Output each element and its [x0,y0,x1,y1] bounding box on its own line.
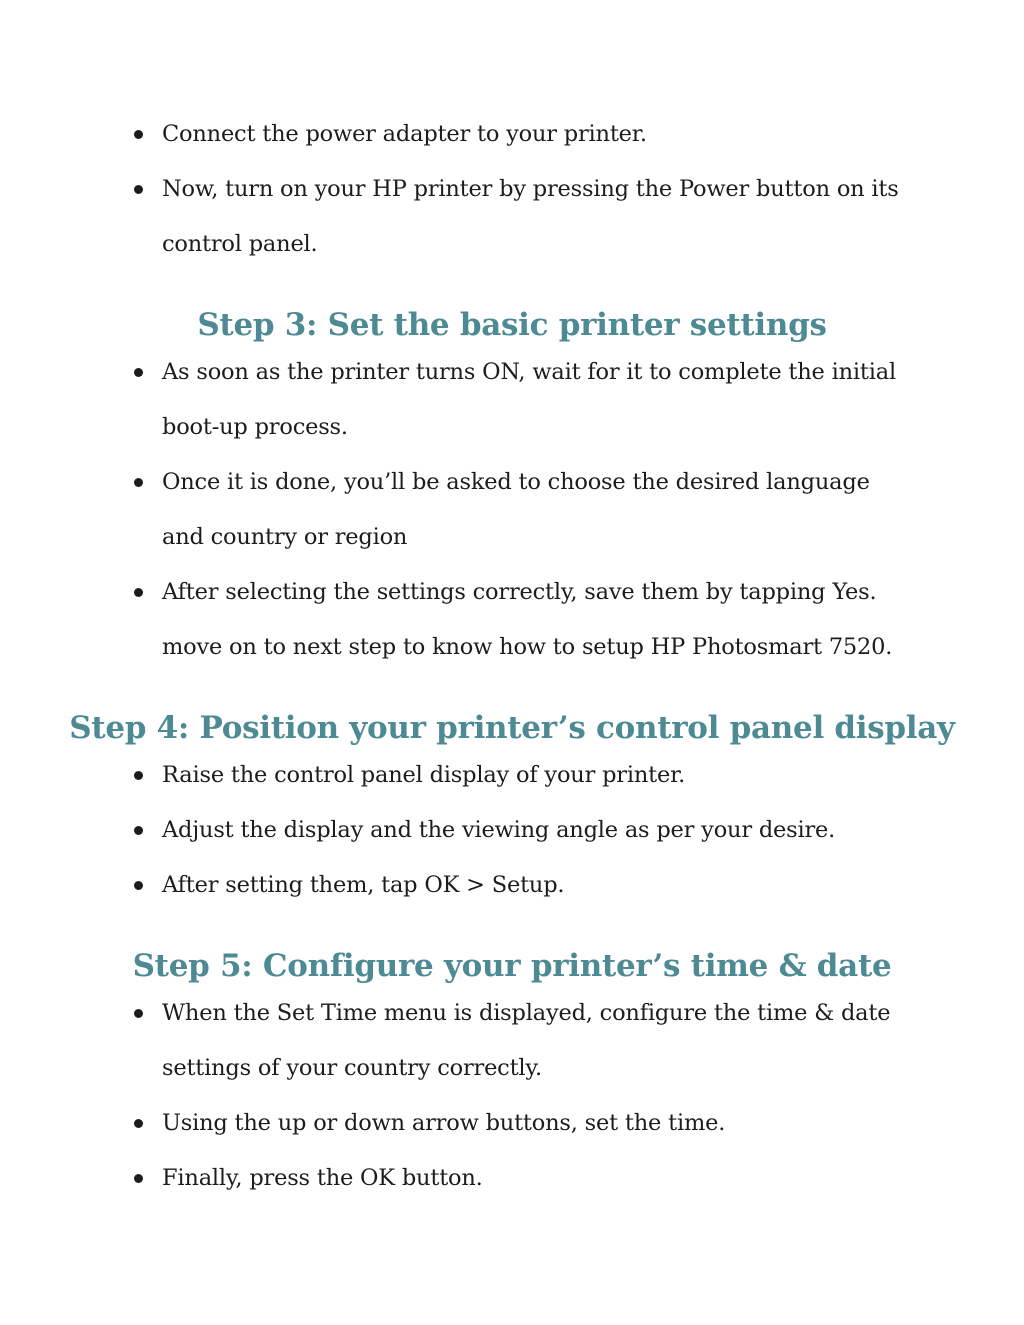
step-3-bullet-list [128,345,918,675]
list-item-text: Adjust the display and the viewing angle as per your desire. [162,817,836,843]
bullet-icon [134,1174,143,1183]
list-item [128,1096,918,1151]
step-5-heading: Step 5: Configure your printer’s time & date [132,948,892,984]
list-item-text: After selecting the settings correctly, save them by tapping Yes. move on to next step to know how to setup HP Photosmart 7520. [162,579,893,660]
bullet-icon [134,1119,143,1128]
step-3-heading: Step 3: Set the basic printer settings [197,307,827,343]
list-item [128,1151,918,1206]
bullet-icon [134,588,143,597]
list-item-text: Connect the power adapter to your printer. [162,121,647,147]
list-item [128,565,918,675]
bullet-icon [134,478,143,487]
list-item-text: Finally, press the OK button. [162,1165,483,1191]
list-item-text: As soon as the printer turns ON, wait for it to complete the initial boot-up process. [162,359,896,440]
list-item-text: After setting them, tap OK > Setup. [162,872,565,898]
list-item [128,162,918,272]
bullet-icon [134,185,143,194]
bullet-icon [134,368,143,377]
bullet-icon [134,826,143,835]
list-item-text: Once it is done, you’ll be asked to choose the desired language and country or region [162,469,870,550]
list-item-text: Raise the control panel display of your printer. [162,762,686,788]
list-item [128,748,918,803]
list-item [128,803,918,858]
step-5-bullet-list [128,986,918,1206]
bullet-icon [134,1009,143,1018]
list-item [128,107,918,162]
bullet-icon [134,130,143,139]
list-item-text: Using the up or down arrow buttons, set the time. [162,1110,726,1136]
list-item-text: When the Set Time menu is displayed, configure the time & date settings of your country correctly. [162,1000,891,1081]
intro-bullet-list [128,107,918,272]
step-4-heading: Step 4: Position your printer’s control panel display [69,710,955,746]
list-item [128,986,918,1096]
list-item [128,858,918,913]
list-item [128,345,918,455]
step-4-bullet-list [128,748,918,913]
bullet-icon [134,881,143,890]
list-item [128,455,918,565]
bullet-icon [134,771,143,780]
list-item-text: Now, turn on your HP printer by pressing the Power button on its control panel. [162,176,899,257]
